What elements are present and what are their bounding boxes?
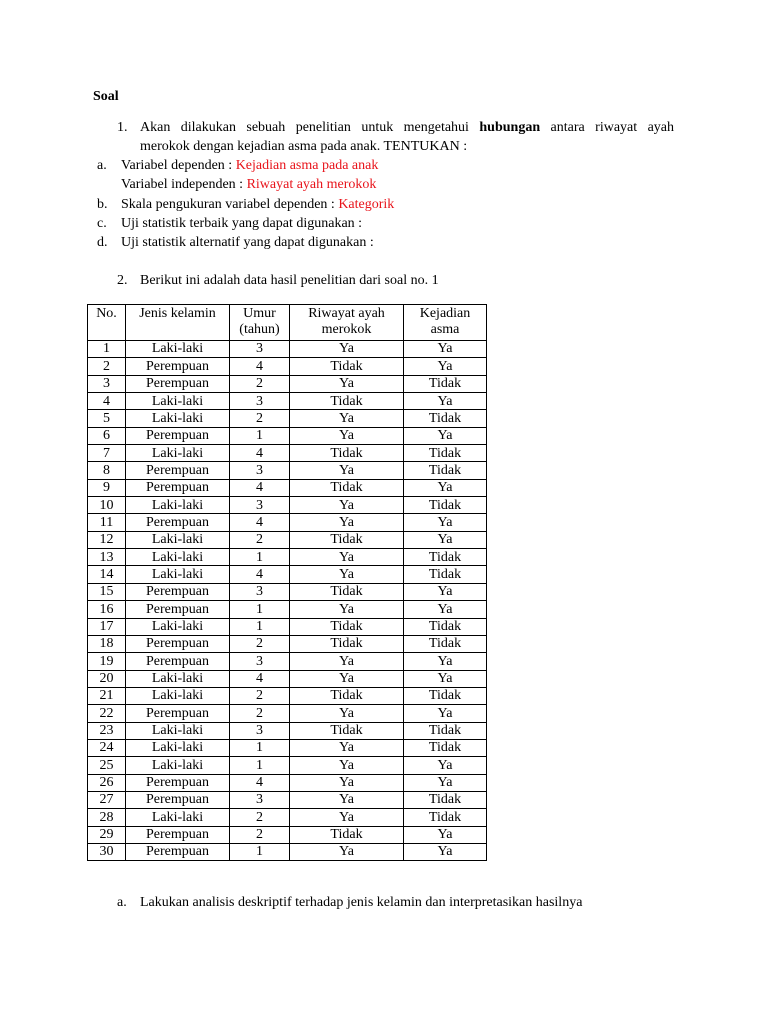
cell-riwayat-ayah-merokok: Ya: [290, 410, 404, 427]
cell-jenis-kelamin: Perempuan: [126, 375, 230, 392]
item-independent-variable: Variabel independen : Riwayat ayah merokok: [121, 177, 377, 192]
cell-jenis-kelamin: Laki-laki: [126, 410, 230, 427]
header-jenis-kelamin: Jenis kelamin: [126, 305, 230, 341]
cell-no: 12: [88, 531, 126, 548]
cell-umur: 1: [230, 549, 290, 566]
cell-no: 5: [88, 410, 126, 427]
cell-kejadian-asma: Ya: [404, 601, 487, 618]
cell-no: 14: [88, 566, 126, 583]
cell-jenis-kelamin: Perempuan: [126, 479, 230, 496]
cell-no: 11: [88, 514, 126, 531]
cell-no: 6: [88, 427, 126, 444]
cell-kejadian-asma: Tidak: [404, 497, 487, 514]
table-row: [88, 705, 487, 722]
header-kejadian-asma: Kejadian asma: [404, 305, 487, 341]
cell-no: 8: [88, 462, 126, 479]
table-row: [88, 774, 487, 791]
cell-no: 26: [88, 774, 126, 791]
cell-umur: 3: [230, 722, 290, 739]
table-row: [88, 653, 487, 670]
cell-riwayat-ayah-merokok: Tidak: [290, 722, 404, 739]
answer-independent: Riwayat ayah merokok: [246, 177, 377, 192]
cell-no: 9: [88, 479, 126, 496]
cell-riwayat-ayah-merokok: Ya: [290, 462, 404, 479]
cell-kejadian-asma: Ya: [404, 358, 487, 375]
q1-line2: merokok dengan kejadian asma pada anak. TENTUKAN :: [140, 139, 468, 154]
cell-riwayat-ayah-merokok: Ya: [290, 375, 404, 392]
cell-jenis-kelamin: Perempuan: [126, 462, 230, 479]
header-umur: Umur (tahun): [230, 305, 290, 341]
table-row: [88, 722, 487, 739]
table-row: [88, 687, 487, 704]
table-row: [88, 514, 487, 531]
cell-jenis-kelamin: Perempuan: [126, 653, 230, 670]
cell-kejadian-asma: Ya: [404, 393, 487, 410]
cell-kejadian-asma: Tidak: [404, 687, 487, 704]
table-row: [88, 601, 487, 618]
cell-kejadian-asma: Ya: [404, 341, 487, 358]
cell-no: 7: [88, 445, 126, 462]
cell-riwayat-ayah-merokok: Ya: [290, 497, 404, 514]
table-row: [88, 497, 487, 514]
cell-kejadian-asma: Tidak: [404, 635, 487, 652]
cell-riwayat-ayah-merokok: Ya: [290, 653, 404, 670]
table-row: [88, 809, 487, 826]
cell-umur: 2: [230, 687, 290, 704]
header-no: No.: [88, 305, 126, 341]
cell-umur: 2: [230, 410, 290, 427]
cell-umur: 4: [230, 479, 290, 496]
table-row: [88, 791, 487, 808]
cell-riwayat-ayah-merokok: Ya: [290, 791, 404, 808]
cell-riwayat-ayah-merokok: Ya: [290, 549, 404, 566]
item-c-best-test: Uji statistik terbaik yang dapat digunakan :: [121, 216, 363, 231]
cell-riwayat-ayah-merokok: Ya: [290, 739, 404, 756]
cell-jenis-kelamin: Laki-laki: [126, 445, 230, 462]
cell-riwayat-ayah-merokok: Ya: [290, 705, 404, 722]
cell-jenis-kelamin: Laki-laki: [126, 497, 230, 514]
cell-no: 17: [88, 618, 126, 635]
cell-riwayat-ayah-merokok: Ya: [290, 843, 404, 860]
cell-jenis-kelamin: Perempuan: [126, 427, 230, 444]
table-row: [88, 739, 487, 756]
answer-dependent: Kejadian asma pada anak: [235, 158, 379, 173]
cell-umur: 4: [230, 445, 290, 462]
table-row: [88, 341, 487, 358]
cell-riwayat-ayah-merokok: Tidak: [290, 531, 404, 548]
cell-riwayat-ayah-merokok: Ya: [290, 601, 404, 618]
cell-umur: 3: [230, 653, 290, 670]
cell-umur: 3: [230, 583, 290, 600]
table-row: [88, 826, 487, 843]
cell-umur: 1: [230, 757, 290, 774]
cell-jenis-kelamin: Laki-laki: [126, 341, 230, 358]
table-row: [88, 531, 487, 548]
cell-kejadian-asma: Ya: [404, 843, 487, 860]
cell-riwayat-ayah-merokok: Tidak: [290, 635, 404, 652]
cell-riwayat-ayah-merokok: Ya: [290, 427, 404, 444]
cell-jenis-kelamin: Perempuan: [126, 774, 230, 791]
cell-no: 3: [88, 375, 126, 392]
cell-jenis-kelamin: Perempuan: [126, 843, 230, 860]
table-row: [88, 566, 487, 583]
table-row: [88, 462, 487, 479]
cell-riwayat-ayah-merokok: Ya: [290, 809, 404, 826]
cell-riwayat-ayah-merokok: Tidak: [290, 826, 404, 843]
cell-jenis-kelamin: Laki-laki: [126, 739, 230, 756]
cell-umur: 1: [230, 739, 290, 756]
cell-jenis-kelamin: Perempuan: [126, 635, 230, 652]
cell-kejadian-asma: Ya: [404, 427, 487, 444]
table-row: [88, 583, 487, 600]
cell-riwayat-ayah-merokok: Ya: [290, 774, 404, 791]
table-row: [88, 635, 487, 652]
cell-kejadian-asma: Tidak: [404, 722, 487, 739]
table-row: [88, 549, 487, 566]
cell-kejadian-asma: Ya: [404, 583, 487, 600]
cell-kejadian-asma: Tidak: [404, 410, 487, 427]
q1-bold-term: hubungan: [479, 120, 541, 135]
cell-kejadian-asma: Ya: [404, 531, 487, 548]
cell-jenis-kelamin: Perempuan: [126, 358, 230, 375]
table-row: [88, 618, 487, 635]
q1-line1: Akan dilakukan sebuah penelitian untuk mengetahui hubungan antara riwayat ayah: [140, 120, 674, 135]
cell-jenis-kelamin: Laki-laki: [126, 687, 230, 704]
cell-no: 16: [88, 601, 126, 618]
cell-jenis-kelamin: Perempuan: [126, 601, 230, 618]
cell-riwayat-ayah-merokok: Ya: [290, 670, 404, 687]
table-row: [88, 445, 487, 462]
cell-kejadian-asma: Ya: [404, 514, 487, 531]
item-d-marker: d.: [97, 235, 108, 250]
q2-text: Berikut ini adalah data hasil penelitian dari soal no. 1: [140, 273, 439, 288]
cell-kejadian-asma: Tidak: [404, 739, 487, 756]
cell-kejadian-asma: Tidak: [404, 809, 487, 826]
cell-no: 4: [88, 393, 126, 410]
task-a-text: Lakukan analisis deskriptif terhadap jenis kelamin dan interpretasikan hasilnya: [140, 895, 583, 910]
cell-riwayat-ayah-merokok: Tidak: [290, 445, 404, 462]
answer-scale: Kategorik: [338, 197, 395, 212]
cell-jenis-kelamin: Perempuan: [126, 514, 230, 531]
cell-umur: 1: [230, 427, 290, 444]
item-b-marker: b.: [97, 197, 108, 212]
cell-no: 23: [88, 722, 126, 739]
cell-umur: 2: [230, 705, 290, 722]
cell-no: 1: [88, 341, 126, 358]
cell-umur: 2: [230, 531, 290, 548]
cell-kejadian-asma: Tidak: [404, 791, 487, 808]
cell-riwayat-ayah-merokok: Tidak: [290, 358, 404, 375]
cell-no: 21: [88, 687, 126, 704]
cell-no: 22: [88, 705, 126, 722]
table-body: [88, 341, 487, 861]
q1-number: 1.: [117, 120, 128, 135]
task-a-marker: a.: [117, 895, 127, 910]
table-row: [88, 843, 487, 860]
cell-riwayat-ayah-merokok: Tidak: [290, 687, 404, 704]
item-b-scale: Skala pengukuran variabel dependen : Kategorik: [121, 197, 395, 212]
cell-no: 28: [88, 809, 126, 826]
cell-kejadian-asma: Tidak: [404, 566, 487, 583]
cell-umur: 3: [230, 791, 290, 808]
cell-umur: 3: [230, 393, 290, 410]
data-table: [87, 304, 487, 861]
cell-jenis-kelamin: Laki-laki: [126, 809, 230, 826]
cell-jenis-kelamin: Laki-laki: [126, 670, 230, 687]
cell-kejadian-asma: Ya: [404, 757, 487, 774]
cell-jenis-kelamin: Perempuan: [126, 791, 230, 808]
cell-umur: 4: [230, 774, 290, 791]
cell-no: 10: [88, 497, 126, 514]
q2-number: 2.: [117, 273, 128, 288]
cell-jenis-kelamin: Laki-laki: [126, 549, 230, 566]
cell-no: 25: [88, 757, 126, 774]
cell-jenis-kelamin: Perempuan: [126, 705, 230, 722]
item-d-alternative-test: Uji statistik alternatif yang dapat digunakan :: [121, 235, 374, 250]
cell-umur: 2: [230, 809, 290, 826]
cell-jenis-kelamin: Laki-laki: [126, 757, 230, 774]
cell-jenis-kelamin: Laki-laki: [126, 722, 230, 739]
cell-umur: 4: [230, 670, 290, 687]
cell-riwayat-ayah-merokok: Tidak: [290, 618, 404, 635]
cell-umur: 2: [230, 375, 290, 392]
cell-umur: 2: [230, 635, 290, 652]
cell-jenis-kelamin: Perempuan: [126, 826, 230, 843]
cell-umur: 4: [230, 566, 290, 583]
cell-jenis-kelamin: Laki-laki: [126, 531, 230, 548]
cell-kejadian-asma: Ya: [404, 826, 487, 843]
cell-umur: 3: [230, 497, 290, 514]
item-a-marker: a.: [97, 158, 107, 173]
cell-no: 13: [88, 549, 126, 566]
cell-kejadian-asma: Ya: [404, 705, 487, 722]
cell-riwayat-ayah-merokok: Ya: [290, 514, 404, 531]
item-a-dependent-variable: Variabel dependen : Kejadian asma pada anak: [121, 158, 379, 173]
cell-riwayat-ayah-merokok: Tidak: [290, 393, 404, 410]
item-c-marker: c.: [97, 216, 107, 231]
cell-no: 24: [88, 739, 126, 756]
table-row: [88, 375, 487, 392]
page-title: Soal: [93, 89, 119, 104]
cell-no: 18: [88, 635, 126, 652]
cell-kejadian-asma: Tidak: [404, 618, 487, 635]
header-riwayat-ayah-merokok: Riwayat ayah merokok: [290, 305, 404, 341]
cell-umur: 1: [230, 843, 290, 860]
table-row: [88, 757, 487, 774]
cell-jenis-kelamin: Laki-laki: [126, 393, 230, 410]
cell-umur: 1: [230, 601, 290, 618]
cell-riwayat-ayah-merokok: Tidak: [290, 583, 404, 600]
cell-kejadian-asma: Ya: [404, 479, 487, 496]
cell-kejadian-asma: Tidak: [404, 462, 487, 479]
table-header-row: [88, 305, 487, 341]
table-row: [88, 670, 487, 687]
cell-riwayat-ayah-merokok: Ya: [290, 757, 404, 774]
cell-riwayat-ayah-merokok: Ya: [290, 566, 404, 583]
cell-kejadian-asma: Tidak: [404, 375, 487, 392]
cell-umur: 3: [230, 462, 290, 479]
cell-no: 19: [88, 653, 126, 670]
cell-no: 27: [88, 791, 126, 808]
cell-kejadian-asma: Ya: [404, 670, 487, 687]
cell-kejadian-asma: Tidak: [404, 445, 487, 462]
cell-no: 2: [88, 358, 126, 375]
cell-no: 29: [88, 826, 126, 843]
cell-no: 30: [88, 843, 126, 860]
cell-jenis-kelamin: Laki-laki: [126, 566, 230, 583]
cell-umur: 4: [230, 514, 290, 531]
table-row: [88, 410, 487, 427]
cell-no: 20: [88, 670, 126, 687]
cell-umur: 3: [230, 341, 290, 358]
cell-jenis-kelamin: Laki-laki: [126, 618, 230, 635]
cell-riwayat-ayah-merokok: Tidak: [290, 479, 404, 496]
cell-kejadian-asma: Tidak: [404, 549, 487, 566]
table-row: [88, 393, 487, 410]
cell-umur: 2: [230, 826, 290, 843]
cell-riwayat-ayah-merokok: Ya: [290, 341, 404, 358]
cell-umur: 1: [230, 618, 290, 635]
cell-jenis-kelamin: Perempuan: [126, 583, 230, 600]
cell-umur: 4: [230, 358, 290, 375]
cell-no: 15: [88, 583, 126, 600]
table-row: [88, 358, 487, 375]
cell-kejadian-asma: Ya: [404, 774, 487, 791]
table-row: [88, 427, 487, 444]
table-row: [88, 479, 487, 496]
cell-kejadian-asma: Ya: [404, 653, 487, 670]
